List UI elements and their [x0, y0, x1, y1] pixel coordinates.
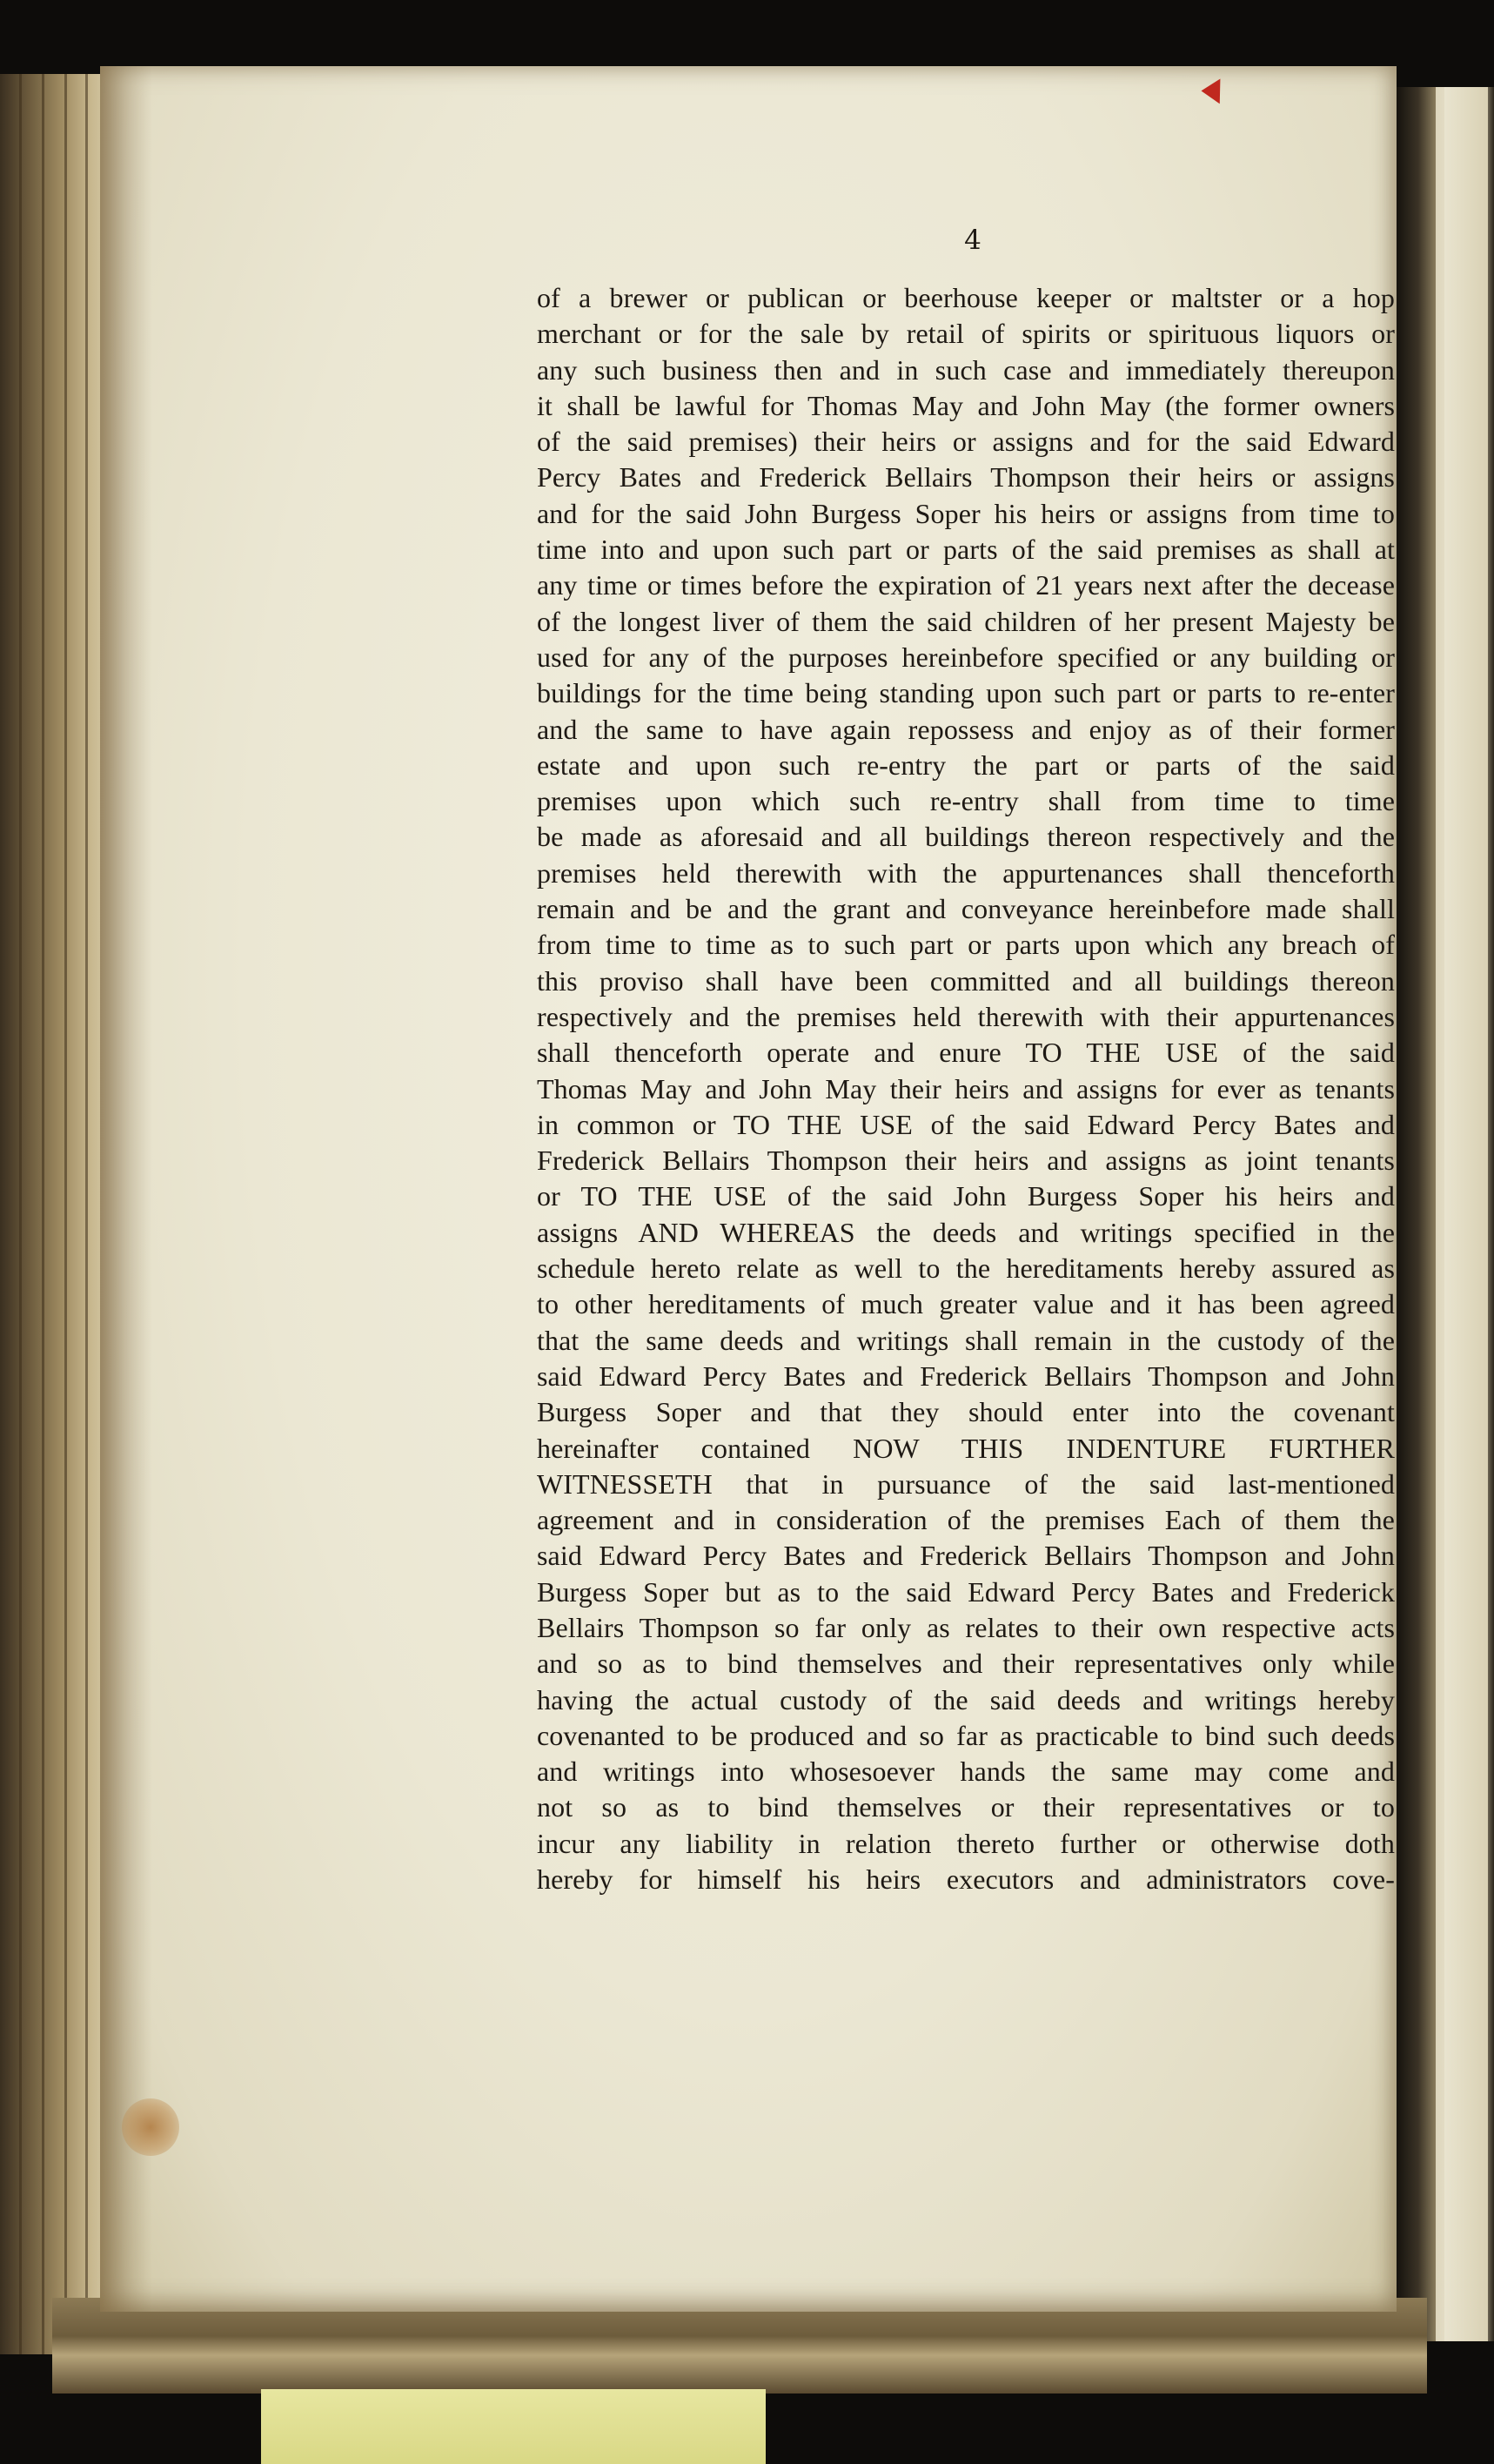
- text-line: or TO THE USE of the said John Burgess Soper his heirs and: [537, 1180, 1395, 1212]
- text-line: buildings for the time being standing upon such part or parts to re-enter: [537, 677, 1395, 709]
- text-line: remain and be and the grant and conveyance hereinbefore made shall: [537, 893, 1395, 925]
- text-line: having the actual custody of the said deeds and writings hereby: [537, 1683, 1395, 1715]
- right-page-edges: [1392, 87, 1494, 2341]
- text-line: estate and upon such re-entry the part or parts of the said: [537, 749, 1395, 781]
- text-line: Bellairs Thompson so far only as relates to their own respective acts: [537, 1611, 1395, 1643]
- text-line: and so as to bind themselves and their representatives only while: [537, 1648, 1395, 1680]
- text-line: schedule hereto relate as well to the hereditaments hereby assured as: [537, 1252, 1395, 1285]
- text-line: any such business then and in such case and immediately thereupon: [537, 353, 1395, 386]
- text-line: Frederick Bellairs Thompson their heirs and assigns as joint tenants: [537, 1145, 1395, 1177]
- text-line: shall thenceforth operate and enure TO THE USE of the said: [537, 1037, 1395, 1069]
- text-line: and writings into whosesoever hands the same may come and: [537, 1756, 1395, 1788]
- text-line: not so as to bind themselves or their representatives or to: [537, 1791, 1395, 1823]
- text-line: incur any liability in relation thereto further or otherwise doth: [537, 1827, 1395, 1859]
- text-line: premises held therewith with the appurtenances shall thenceforth: [537, 856, 1395, 889]
- text-line: said Edward Percy Bates and Frederick Bellairs Thompson and John: [537, 1540, 1395, 1572]
- text-line: be made as aforesaid and all buildings thereon respectively and the: [537, 821, 1395, 853]
- text-line: merchant or for the sale by retail of spirits or spirituous liquors or: [537, 318, 1395, 350]
- text-line: agreement and in consideration of the premises Each of them the: [537, 1504, 1395, 1536]
- text-line: Burgess Soper but as to the said Edward Percy Bates and Frederick: [537, 1575, 1395, 1608]
- page-number: 4: [964, 225, 981, 256]
- text-line: assigns AND WHEREAS the deeds and writings specified in the: [537, 1216, 1395, 1248]
- text-line: Percy Bates and Frederick Bellairs Thompson their heirs or assigns: [537, 461, 1395, 493]
- text-line: covenanted to be produced and so far as practicable to bind such deeds: [537, 1719, 1395, 1751]
- text-line: respectively and the premises held therewith with their appurtenances: [537, 1000, 1395, 1032]
- text-line: premises upon which such re-entry shall from time to time: [537, 785, 1395, 817]
- text-line: hereinafter contained NOW THIS INDENTURE FURTHER: [537, 1432, 1395, 1464]
- bottom-page-edges: [52, 2298, 1427, 2394]
- text-line: Thomas May and John May their heirs and assigns for ever as tenants: [537, 1072, 1395, 1104]
- text-line: to other hereditaments of much greater value and it has been agreed: [537, 1288, 1395, 1320]
- yellow-tab: [261, 2389, 766, 2464]
- text-line: from time to time as to such part or parts upon which any breach of: [537, 929, 1395, 961]
- text-line: hereby for himself his heirs executors and administrators cove-: [537, 1863, 1395, 1896]
- text-line: any time or times before the expiration of 21 years next after the decease: [537, 569, 1395, 601]
- text-line: and the same to have again repossess and enjoy as of their former: [537, 713, 1395, 745]
- text-line: of a brewer or publican or beerhouse keeper or maltster or a hop: [537, 282, 1395, 313]
- text-line: of the said premises) their heirs or assigns and for the said Edward: [537, 426, 1395, 458]
- body-text: [537, 280, 1395, 1897]
- text-line: time into and upon such part or parts of the said premises as shall at: [537, 534, 1395, 566]
- text-line: used for any of the purposes hereinbefore specified or any building or: [537, 641, 1395, 673]
- foxing-stain: [122, 2098, 179, 2156]
- text-line: in common or TO THE USE of the said Edward Percy Bates and: [537, 1108, 1395, 1140]
- left-page-edges: [0, 74, 113, 2354]
- text-line: said Edward Percy Bates and Frederick Bellairs Thompson and John: [537, 1360, 1395, 1392]
- text-line: Burgess Soper and that they should enter into the covenant: [537, 1396, 1395, 1428]
- text-line: WITNESSETH that in pursuance of the said last-mentioned: [537, 1467, 1395, 1500]
- text-line: of the longest liver of them the said children of her present Majesty be: [537, 605, 1395, 637]
- text-line: that the same deeds and writings shall remain in the custody of the: [537, 1324, 1395, 1356]
- text-line: this proviso shall have been committed and all buildings thereon: [537, 964, 1395, 997]
- text-line: and for the said John Burgess Soper his heirs or assigns from time to: [537, 497, 1395, 529]
- text-line: it shall be lawful for Thomas May and John May (the former owners: [537, 389, 1395, 421]
